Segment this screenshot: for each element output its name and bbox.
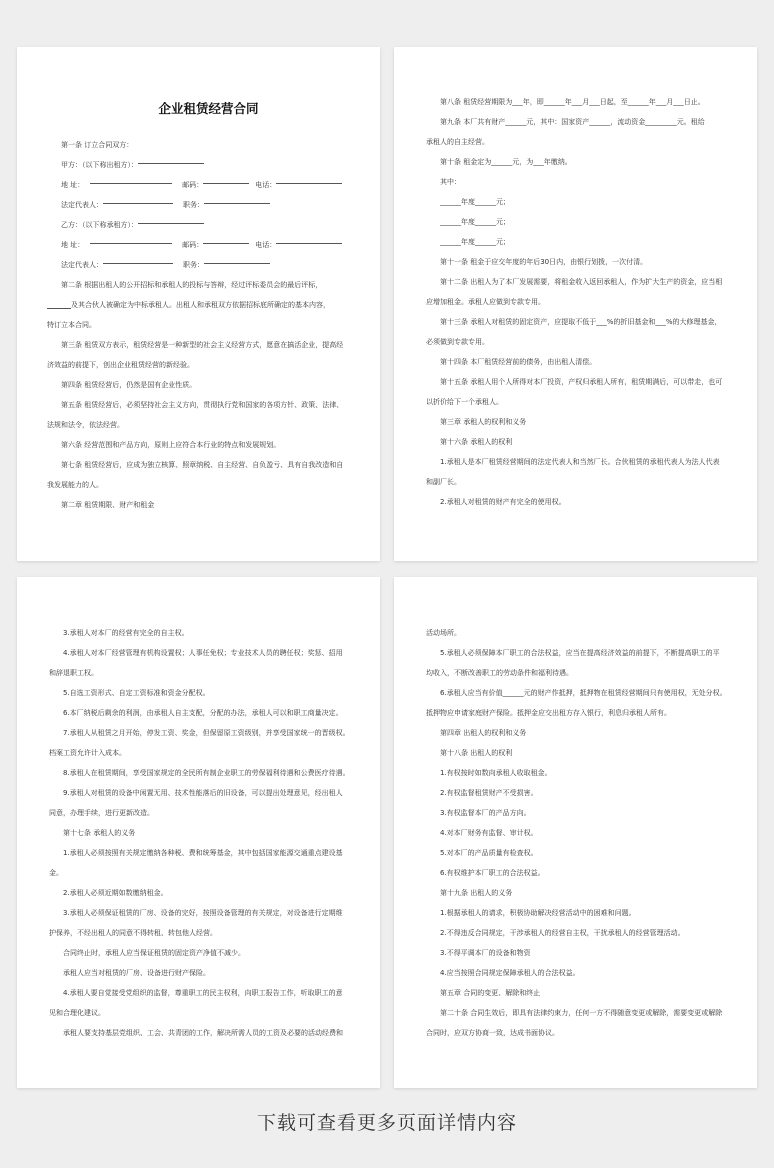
document-line: 抵押物应申请家庭财产保险。抵押金应交出租方存入银行，利息归承租人所有。: [426, 709, 671, 717]
document-line: 第十五条 承租人用个人所得对本厂投资，产权归承租人所有，租赁期满后，可以带走，也可: [440, 378, 723, 386]
document-line: 6.本厂纳税后剩余的利润，由承租人自主支配，分配的办法，承租人可以和职工商量决定。: [63, 709, 343, 717]
article-line: 第二条 根据出租人的公开招标和承租人的投标与答辩，经过评标委员会的最后评标，: [61, 281, 323, 289]
document-line: 1.根据承租人的请求，积极协助解决经营活动中的困难和问题。: [440, 909, 636, 917]
document-line: 第五章 合同的变更、解除和终止: [440, 989, 541, 997]
party-a-address-row: [61, 175, 350, 195]
document-line: 第十条 租金定为______元，为___年缴纳。: [440, 158, 572, 166]
article-line: 法规和法令，依法经营。: [47, 421, 124, 429]
document-title: 企业租赁经营合同: [158, 101, 259, 116]
party-b-rep-row: [61, 255, 350, 275]
position-label: 职务：: [183, 201, 204, 209]
document-line: 第十二条 出租人为了本厂发展需要，将租金收入返回承租人，作为扩大生产的资金，应当相: [440, 278, 723, 286]
document-line: 合同终止时，承租人应当保证租赁的固定资产净值不减少。: [63, 949, 245, 957]
document-line: 2.有权监督租赁财产不受损害。: [440, 789, 538, 797]
document-line: 第十六条 承租人的权利: [440, 438, 513, 446]
postcode-label: 邮码：: [182, 241, 204, 249]
document-line: ______年度______元；: [440, 218, 510, 226]
document-line: 6.有权维护本厂职工的合法权益。: [440, 869, 545, 877]
document-line: ______年度______元；: [440, 238, 510, 246]
document-line: 第九条 本厂共有财产______元，其中：国家资产______，流动资金_________元。租给: [440, 118, 705, 126]
document-line: 和辞退职工权。: [49, 669, 98, 677]
blank-field: [138, 155, 204, 164]
party-a-row: [61, 155, 350, 175]
document-line: 6.承租人应当有价值______元的财产作抵押，抵押物在租赁经营期间只有使用权，无处分权。: [440, 689, 727, 697]
blank-field: [47, 300, 71, 309]
document-line: 和副厂长。: [426, 478, 461, 486]
blank-field: [103, 255, 173, 264]
document-line: 其中：: [440, 178, 461, 186]
article-line: 第五条 租赁经营后，必须坚持社会主义方向，贯彻执行党和国家的各项方针、政策、法律、: [61, 401, 344, 409]
postcode-label: 邮码：: [182, 181, 204, 189]
blank-field: [90, 175, 172, 184]
document-line: 第三章 承租人的权利和义务: [440, 418, 527, 426]
document-line: 5.自选工资形式、自定工资标准和资金分配权。: [63, 689, 210, 697]
document-line: 第十七条 承租人的义务: [63, 829, 136, 837]
blank-field: [203, 175, 249, 184]
document-line: 4.应当按照合同规定保障承租人的合法权益。: [440, 969, 580, 977]
blank-field: [204, 195, 270, 204]
article-line: 第一条 订立合同双方：: [61, 141, 134, 149]
document-line: 均收入，不断改善职工的劳动条件和福利待遇。: [426, 669, 573, 677]
document-line: 承租人的自主经营。: [426, 138, 489, 146]
blank-field: [138, 215, 204, 224]
party-a-label: 甲方：（以下称出租方）：: [61, 161, 138, 169]
document-line: 第十八条 出租人的权利: [440, 749, 513, 757]
blank-field: [90, 235, 172, 244]
article-line: 特订立本合同。: [47, 321, 96, 329]
document-page-4: [394, 577, 757, 1088]
article-text: 及其合伙人被确定为中标承租人。出租人和承租双方依据招标底所确定的基本内容，: [71, 301, 330, 309]
document-line: 第二十条 合同生效后，即具有法律约束力，任何一方不得随意变更或解除，需要变更或解除: [440, 1009, 723, 1017]
article-line: 第七条 租赁经营后，应成为独立核算、照章纳税、自主经营、自负盈亏、具有自我改造和自: [61, 461, 344, 469]
document-line: ______年度______元；: [440, 198, 510, 206]
document-line: 4.承租人对本厂经营管理有机构设置权；人事任免权；专业技术人员的聘任权；奖惩、招用: [63, 649, 343, 657]
document-line: 第四章 出租人的权利和义务: [440, 729, 527, 737]
blank-field: [203, 235, 249, 244]
document-line: 3.不得平调本厂的设备和物资: [440, 949, 531, 957]
phone-label: 电话：: [255, 241, 277, 249]
document-line: 9.承租人对租赁的设备中闲置无用、技术性能落后的旧设备，可以提出处理意见，经出租人: [63, 789, 343, 797]
article-line: [47, 295, 350, 315]
document-line: 2.承租人对租赁的财产有完全的使用权。: [440, 498, 566, 506]
document-line: 护保养，不经出租人的同意不得转租、转包他人经营。: [49, 929, 217, 937]
document-line: 3.承租人对本厂的经营有完全的自主权。: [63, 629, 189, 637]
article-line: 第六条 经营范围和产品方向，原则上应符合本行业的特点和发展规划。: [61, 441, 281, 449]
document-line: 见和合理化建议。: [49, 1009, 105, 1017]
blank-field: [103, 195, 173, 204]
document-line: 档案工资允许计入成本。: [49, 749, 126, 757]
document-line: 1.有权按时如数向承租人收取租金。: [440, 769, 552, 777]
document-line: 4.对本厂财务有监督、审计权。: [440, 829, 538, 837]
party-b-row: [61, 215, 350, 235]
document-line: 第十九条 出租人的义务: [440, 889, 513, 897]
document-page-3: [17, 577, 380, 1088]
article-line: 济效益的前提下，创出企业租赁经营的新经验。: [47, 361, 194, 369]
document-line: 第十一条 租金于应交年度的年后30日内，由银行划拨，一次付清。: [440, 258, 648, 266]
document-line: 3.承租人必须保证租赁的厂房、设备的完好，按照设备管理的有关规定，对设备进行定期维: [63, 909, 343, 917]
document-line: 5.对本厂的产品质量有检查权。: [440, 849, 538, 857]
article-line: 第四条 租赁经营后，仍然是国有企业性质。: [61, 381, 197, 389]
blank-field: [204, 255, 270, 264]
chapter-heading: 第二章 租赁期限、财产和租金: [61, 501, 155, 509]
document-page-2: [394, 47, 757, 561]
document-line: 金。: [49, 869, 63, 877]
party-b-address-row: [61, 235, 350, 255]
document-line: 活动场所。: [426, 629, 461, 637]
document-line: 承租人应当对租赁的厂房、设备进行财产保险。: [63, 969, 210, 977]
document-line: 3.有权监督本厂的产品方向。: [440, 809, 531, 817]
document-line: 2.不得违反合同规定，干涉承租人的经营自主权，干扰承租人的经营管理活动。: [440, 929, 685, 937]
legal-rep-label: 法定代表人：: [61, 261, 103, 269]
party-b-label: 乙方：（以下称承租方）：: [61, 221, 138, 229]
blank-field: [276, 235, 342, 244]
address-label: 地 址：: [61, 181, 85, 189]
document-line: 第十四条 本厂租赁经营前的债务，由出租人清偿。: [440, 358, 597, 366]
document-page-1: [17, 47, 380, 561]
document-line: 第十三条 承租人对租赁的固定资产，应提取不低于___%的折旧基金和___%的大修理基金，: [440, 318, 722, 326]
document-line: 第八条 租赁经营期限为___年，即______年___月___日起，至______年___月___日止。: [440, 98, 705, 106]
download-hint-text: 下载可查看更多页面详情内容: [256, 1112, 517, 1134]
legal-rep-label: 法定代表人：: [61, 201, 103, 209]
document-line: 应增加租金。承租人应做到专款专用。: [426, 298, 545, 306]
document-line: 8.承租人在租赁期间，享受国家规定的全民所有制企业职工的劳保福利待遇和公费医疗待遇。: [63, 769, 350, 777]
document-line: 同意，办理手续，进行更新改造。: [49, 809, 154, 817]
document-line: 必须做到专款专用。: [426, 338, 489, 346]
blank-field: [276, 175, 342, 184]
document-line: 2.承租人必须近期如数缴纳租金。: [63, 889, 168, 897]
document-line: 7.承租人从租赁之月开始，停发工资、奖金，但保留原工资级别，并享受国家统一的晋级权。: [63, 729, 350, 737]
document-line: 以折价给下一个承租人。: [426, 398, 503, 406]
phone-label: 电话：: [255, 181, 277, 189]
party-a-rep-row: [61, 195, 350, 215]
document-line: 4.承租人要自觉接受党组织的监督，尊重职工的民主权利，向职工报告工作，听取职工的意: [63, 989, 343, 997]
document-line: 5.承租人必须保障本厂职工的合法权益，应当在提高经济效益的前提下，不断提高职工的平: [440, 649, 720, 657]
document-line: 承租人要支持基层党组织、工会、共青团的工作，解决所需人员的工资及必要的活动经费和: [63, 1029, 343, 1037]
document-line: 1.承租人是本厂租赁经营期间的法定代表人和当然厂长。合伙租赁的承租代表人为法人代表: [440, 458, 720, 466]
article-line: 第三条 租赁双方表示，租赁经营是一种新型的社会主义经营方式，愿意在搞活企业，提高经: [61, 341, 344, 349]
article-line: 我发展能力的人。: [47, 481, 103, 489]
document-line: 合同时，应双方协商一致，达成书面协议。: [426, 1029, 559, 1037]
document-line: 1.承租人必须按照有关规定缴纳各种税、费和统筹基金，其中包括国家能源交通重点建设基: [63, 849, 343, 857]
address-label: 地 址：: [61, 241, 85, 249]
position-label: 职务：: [183, 261, 204, 269]
